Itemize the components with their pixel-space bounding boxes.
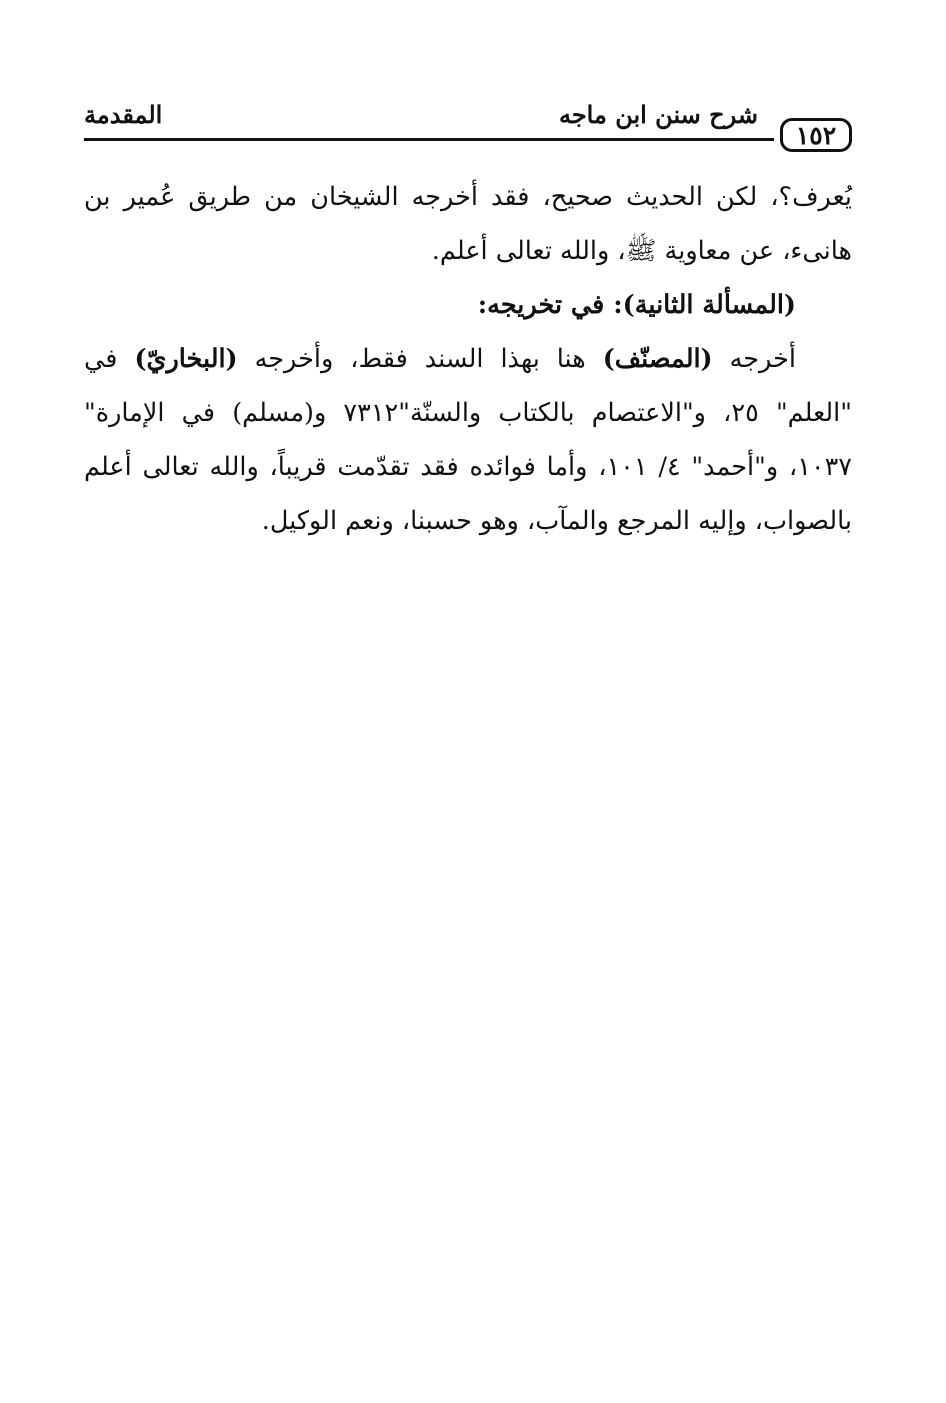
- header-rule: [84, 138, 774, 141]
- paragraph-2: [84, 332, 852, 548]
- paragraph-1: يُعرف؟، لكن الحديث صحيح، فقد أخرجه الشيخان من طريق عُمير بن هانىء، عن معاوية ﷺ، والله تعالى أعلم.: [84, 182, 852, 266]
- bukhari-term: (البخاريّ): [134, 344, 238, 374]
- section-heading: (المسألة الثانية): في تخريجه:: [477, 290, 796, 320]
- page-number-badge: ١٥٢: [780, 118, 852, 152]
- musannif-term: (المصنّف): [602, 344, 713, 374]
- book-title: شرح سنن ابن ماجه: [558, 100, 758, 129]
- page-body: [84, 170, 852, 548]
- section-title: المقدمة: [84, 100, 163, 129]
- paragraph-2-rest: في "العلم" ٢٥، و"الاعتصام بالكتاب والسنّة"٧٣١٢ و(مسلم) في الإمارة" ١٠٣٧، و"أحمد" ٤/ ١٠١، وأما فوائده فقد تقدّمت قريباً، والله تعالى أعلم بالصواب، وإليه المرجع والمآب، وهو حسبنا، ونعم الوكيل.: [84, 344, 852, 536]
- running-header: [84, 96, 854, 156]
- paragraph-2-lead: أخرجه: [712, 344, 796, 374]
- paragraph-2-middle: هنا بهذا السند فقط، وأخرجه: [237, 344, 603, 374]
